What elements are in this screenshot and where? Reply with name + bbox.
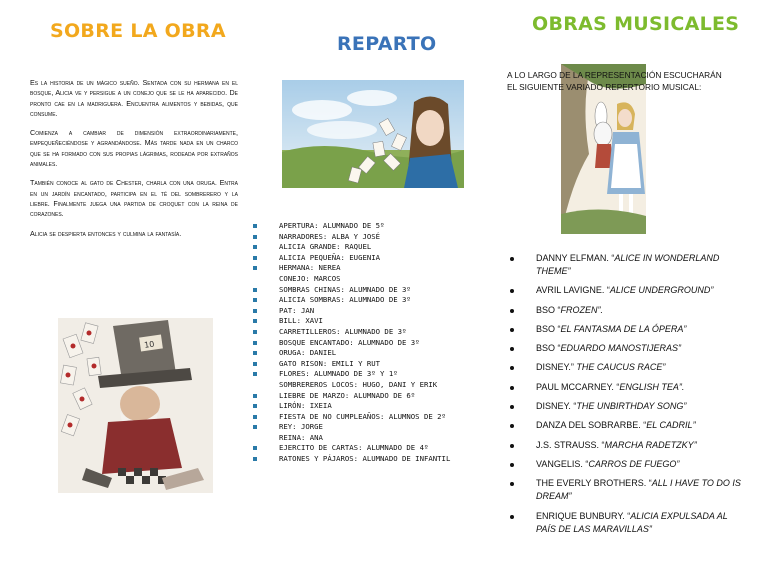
music-author: DANZA DEL SOBRARBE. “ <box>536 420 647 431</box>
music-quote-end: ” <box>683 401 687 412</box>
cast-item: FLORES: ALUMNADO DE 3º Y 1º <box>253 369 493 380</box>
about-title: SOBRE LA OBRA <box>50 20 226 42</box>
cast-item: SOMBRAS CHINAS: ALUMNADO DE 3º <box>253 285 493 296</box>
cast-item: CARRETILLEROS: ALUMNADO DE 3º <box>253 327 493 338</box>
music-item <box>507 477 747 503</box>
music-work-title: ENGLISH TEA <box>619 381 679 392</box>
cast-item: ORUGA: DANIEL <box>253 348 493 359</box>
story-paragraph: Comienza a cambiar de dimensión extraordinariamente, empequeñeciéndose y agrandándose. Más tarde nada en un charco que se ha formado con sus propias lágrimas, rodeada por extraños animales. <box>30 128 238 169</box>
mad-hatter-illustration <box>58 318 213 493</box>
cast-item: LIRÓN: IXEIA <box>253 401 493 412</box>
story-paragraph: Alicia se despierta entonces y culmina la fantasía. <box>30 228 182 238</box>
music-quote-end: ” <box>678 343 682 354</box>
music-item <box>507 323 747 336</box>
music-quote-end: ”. <box>678 381 685 392</box>
cast-item: FIESTA DE NO CUMPLEAÑOS: ALUMNOS DE 2º <box>253 412 493 423</box>
music-work-title: EL FANTASMA DE LA ÓPERA <box>560 323 684 334</box>
music-author: VANGELIS. “ <box>536 458 589 469</box>
music-author: ENRIQUE BUNBURY. “ <box>536 510 631 521</box>
music-work-title: THE UNBIRTHDAY SONG <box>576 401 684 412</box>
cast-item: CONEJO: MARCOS <box>279 273 341 283</box>
music-item <box>507 419 747 432</box>
cast-item: SOMBREREROS LOCOS: HUGO, DANI Y ERIK <box>279 379 438 389</box>
music-item <box>507 361 747 374</box>
story-paragraph: Es la historia de un mágico sueño. Sentada con su hermana en el bosque, Alicia ve y persigue a un conejo que se le ha aparecido. De pronto cae en la madriguera. Encuentra alimentos y bebidas, que consume. <box>30 78 238 118</box>
cast-item: BOSQUE ENCANTADO: ALUMNADO DE 3º <box>253 338 493 349</box>
music-quote-end: ”. <box>597 304 604 315</box>
music-work-title: EL CADRIL <box>646 420 693 431</box>
music-work-title: ALICIA EXPULSADA AL PAÍS DE LAS MARAVILLAS <box>536 510 728 534</box>
music-work-title: EDUARDO MANOSTIJERAS <box>560 343 679 354</box>
music-list <box>507 252 747 542</box>
cast-item: REINA: ANA <box>279 432 323 442</box>
music-quote-end: ” <box>568 491 572 502</box>
music-quote-end: ” <box>683 323 687 334</box>
cast-item: REY: JORGE <box>253 422 493 433</box>
music-work-title: FROZEN <box>560 304 598 315</box>
music-quote-end: ” <box>692 420 696 431</box>
cast-item: HERMANA: NEREA <box>253 263 493 274</box>
music-author: PAUL MCCARNEY. “ <box>536 381 620 392</box>
music-work-title: THE CAUCUS RACE <box>576 362 663 373</box>
music-item <box>507 439 747 452</box>
music-author: J.S. STRAUSS. “ <box>536 439 605 450</box>
cast-item: RATONES Y PÁJAROS: ALUMNADO DE INFANTIL <box>253 454 493 465</box>
music-quote-end: ” <box>676 458 680 469</box>
music-quote-end: ” <box>662 362 666 373</box>
music-quote-end: ” <box>567 266 571 276</box>
music-work-title: CARROS DE FUEGO <box>588 458 677 469</box>
music-quote-end: ” <box>710 285 714 296</box>
cast-item: ALICIA GRANDE: RAQUEL <box>253 242 493 253</box>
music-work-title: ALICE IN WONDERLAND THEME <box>536 253 720 276</box>
story-paragraph: También conoce al gato de Chester, charla con una oruga. Entra en un jardín encantado, participa en el té del sombrerero y la liebre. Finalmente juega una partida de croquet con la reina de corazones. <box>30 178 238 219</box>
cast-item: EJERCITO DE CARTAS: ALUMNADO DE 4º <box>253 443 493 454</box>
music-item <box>507 381 747 394</box>
cast-item: LIEBRE DE MARZO: ALUMNADO DE 6º <box>253 391 493 402</box>
cast-item: APERTURA: ALUMNADO DE 5º <box>253 221 493 232</box>
music-item <box>507 458 747 471</box>
cast-item: GATO RISON: EMILI Y RUT <box>253 359 493 370</box>
music-author: BSO “ <box>536 343 561 354</box>
cast-title: REPARTO <box>337 33 437 55</box>
music-author: THE EVERLY BROTHERS. “ <box>536 478 652 489</box>
music-item <box>507 304 747 317</box>
music-author: DANNY ELFMAN. “ <box>536 253 615 263</box>
music-title: OBRAS MUSICALES <box>532 13 740 35</box>
music-item <box>507 342 747 355</box>
music-author: DISNEY. “ <box>536 401 577 412</box>
music-author: DISNEY.” <box>536 362 577 373</box>
cast-item: NARRADORES: ALBA Y JOSÉ <box>253 232 493 243</box>
music-item <box>507 510 747 536</box>
music-quote-end: ” <box>693 439 697 450</box>
music-work-title: ALICE UNDERGROUND <box>609 285 711 296</box>
music-item <box>507 252 747 278</box>
svg-text:10: 10 <box>143 339 155 350</box>
music-author: BSO “ <box>536 323 561 334</box>
cast-item: ALICIA PEQUEÑA: EUGENIA <box>253 253 493 264</box>
music-item <box>507 284 747 297</box>
music-author: AVRIL LAVIGNE. “ <box>536 285 610 296</box>
music-work-title: MARCHA RADETZKY <box>604 439 694 450</box>
cast-item: BILL: XAVI <box>253 316 493 327</box>
cast-item: ALICIA SOMBRAS: ALUMNADO DE 3º <box>253 295 493 306</box>
alice-cards-illustration <box>282 80 464 188</box>
music-item <box>507 400 747 413</box>
music-author: BSO “ <box>536 304 561 315</box>
music-work-title: ALL I HAVE TO DO IS DREAM <box>536 478 741 502</box>
story-text <box>30 78 238 248</box>
music-intro: A LO LARGO DE LA REPRESENTACIÓN ESCUCHARÁN EL SIGUIENTE VARIADO REPERTORIO MUSICAL: <box>507 70 722 92</box>
cast-list <box>253 221 493 465</box>
cast-item: PAT: JAN <box>253 306 493 317</box>
music-quote-end: ” <box>648 523 652 534</box>
